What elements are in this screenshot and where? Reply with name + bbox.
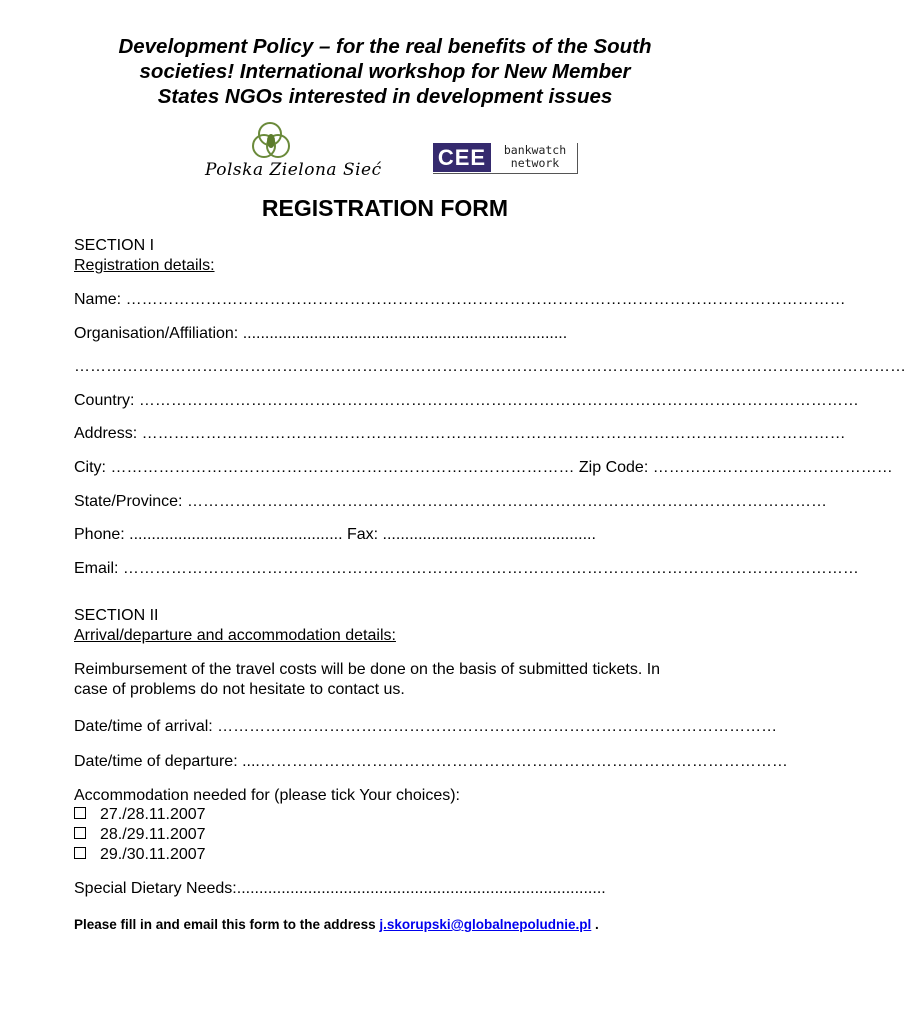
country-field[interactable]: Country: ……………………………………………………………………………………………………………………… xyxy=(74,392,859,409)
accommodation-option[interactable]: 28./29.11.2007 xyxy=(74,826,206,844)
arrival-field[interactable]: Date/time of arrival: …………………………………………………………………………………………… xyxy=(74,718,778,735)
section1-heading: SECTION I xyxy=(74,237,155,254)
footer-instruction: Please fill in and email this form to the address j.skorupski@globalnepoludnie.pl . xyxy=(74,917,599,932)
checkbox-icon[interactable] xyxy=(74,807,86,819)
polska-zielona-siec-text: Polska Zielona Sieć xyxy=(205,160,382,180)
accommodation-option[interactable]: 29./30.11.2007 xyxy=(74,846,206,864)
organisation-field[interactable]: Organisation/Affiliation: ......................................................................... xyxy=(74,325,568,342)
city-zip-field[interactable]: City: …………………………………………………………………………… Zip Code: ……………………………………… xyxy=(74,459,893,476)
form-title: REGISTRATION FORM xyxy=(261,195,509,221)
reimbursement-note: Reimbursement of the travel costs will be done on the basis of submitted tickets. In case of problems do not hesitate to contact us. xyxy=(74,661,661,698)
title-line: Development Policy – for the real benefits of the South xyxy=(118,35,652,58)
address-field[interactable]: Address: …………………………………………………………………………………………………………………… xyxy=(74,425,846,442)
name-field[interactable]: Name: ……………………………………………………………………………………………………………………… xyxy=(74,291,846,308)
leaf-circles-icon xyxy=(245,120,305,162)
cee-box: CEE xyxy=(433,143,491,172)
title-line: States NGOs interested in development issues xyxy=(157,85,613,108)
section2-heading: SECTION II xyxy=(74,607,159,624)
phone-fax-field[interactable]: Phone: ................................................ Fax: ................................................ xyxy=(74,526,596,543)
title-line: societies! International workshop for New Member xyxy=(139,60,631,83)
cee-bankwatch-logo xyxy=(433,143,578,174)
document-title xyxy=(60,34,710,109)
departure-field[interactable]: Date/time of departure: ....……………………………………………………………………………………… xyxy=(74,753,788,770)
accommodation-option[interactable]: 27./28.11.2007 xyxy=(74,806,206,824)
state-province-field[interactable]: State/Province: ………………………………………………………………………………………………………… xyxy=(74,493,827,510)
checkbox-icon[interactable] xyxy=(74,847,86,859)
checkbox-icon[interactable] xyxy=(74,827,86,839)
contact-email-link[interactable]: j.skorupski@globalnepoludnie.pl xyxy=(379,917,592,932)
section1-subheading: Registration details: xyxy=(74,257,215,274)
bankwatch-network-text: bankwatch network xyxy=(503,143,567,170)
organisation-field-continued[interactable]: ………………………………………………………………………………………………………………………………………… xyxy=(74,358,906,375)
section2-subheading: Arrival/departure and accommodation details: xyxy=(74,627,396,644)
dietary-needs-field[interactable]: Special Dietary Needs:................................................................................... xyxy=(74,880,606,897)
email-field[interactable]: Email: ………………………………………………………………………………………………………………………… xyxy=(74,560,859,577)
accommodation-label: Accommodation needed for (please tick Your choices): xyxy=(74,787,460,804)
polska-zielona-siec-logo xyxy=(205,120,382,186)
